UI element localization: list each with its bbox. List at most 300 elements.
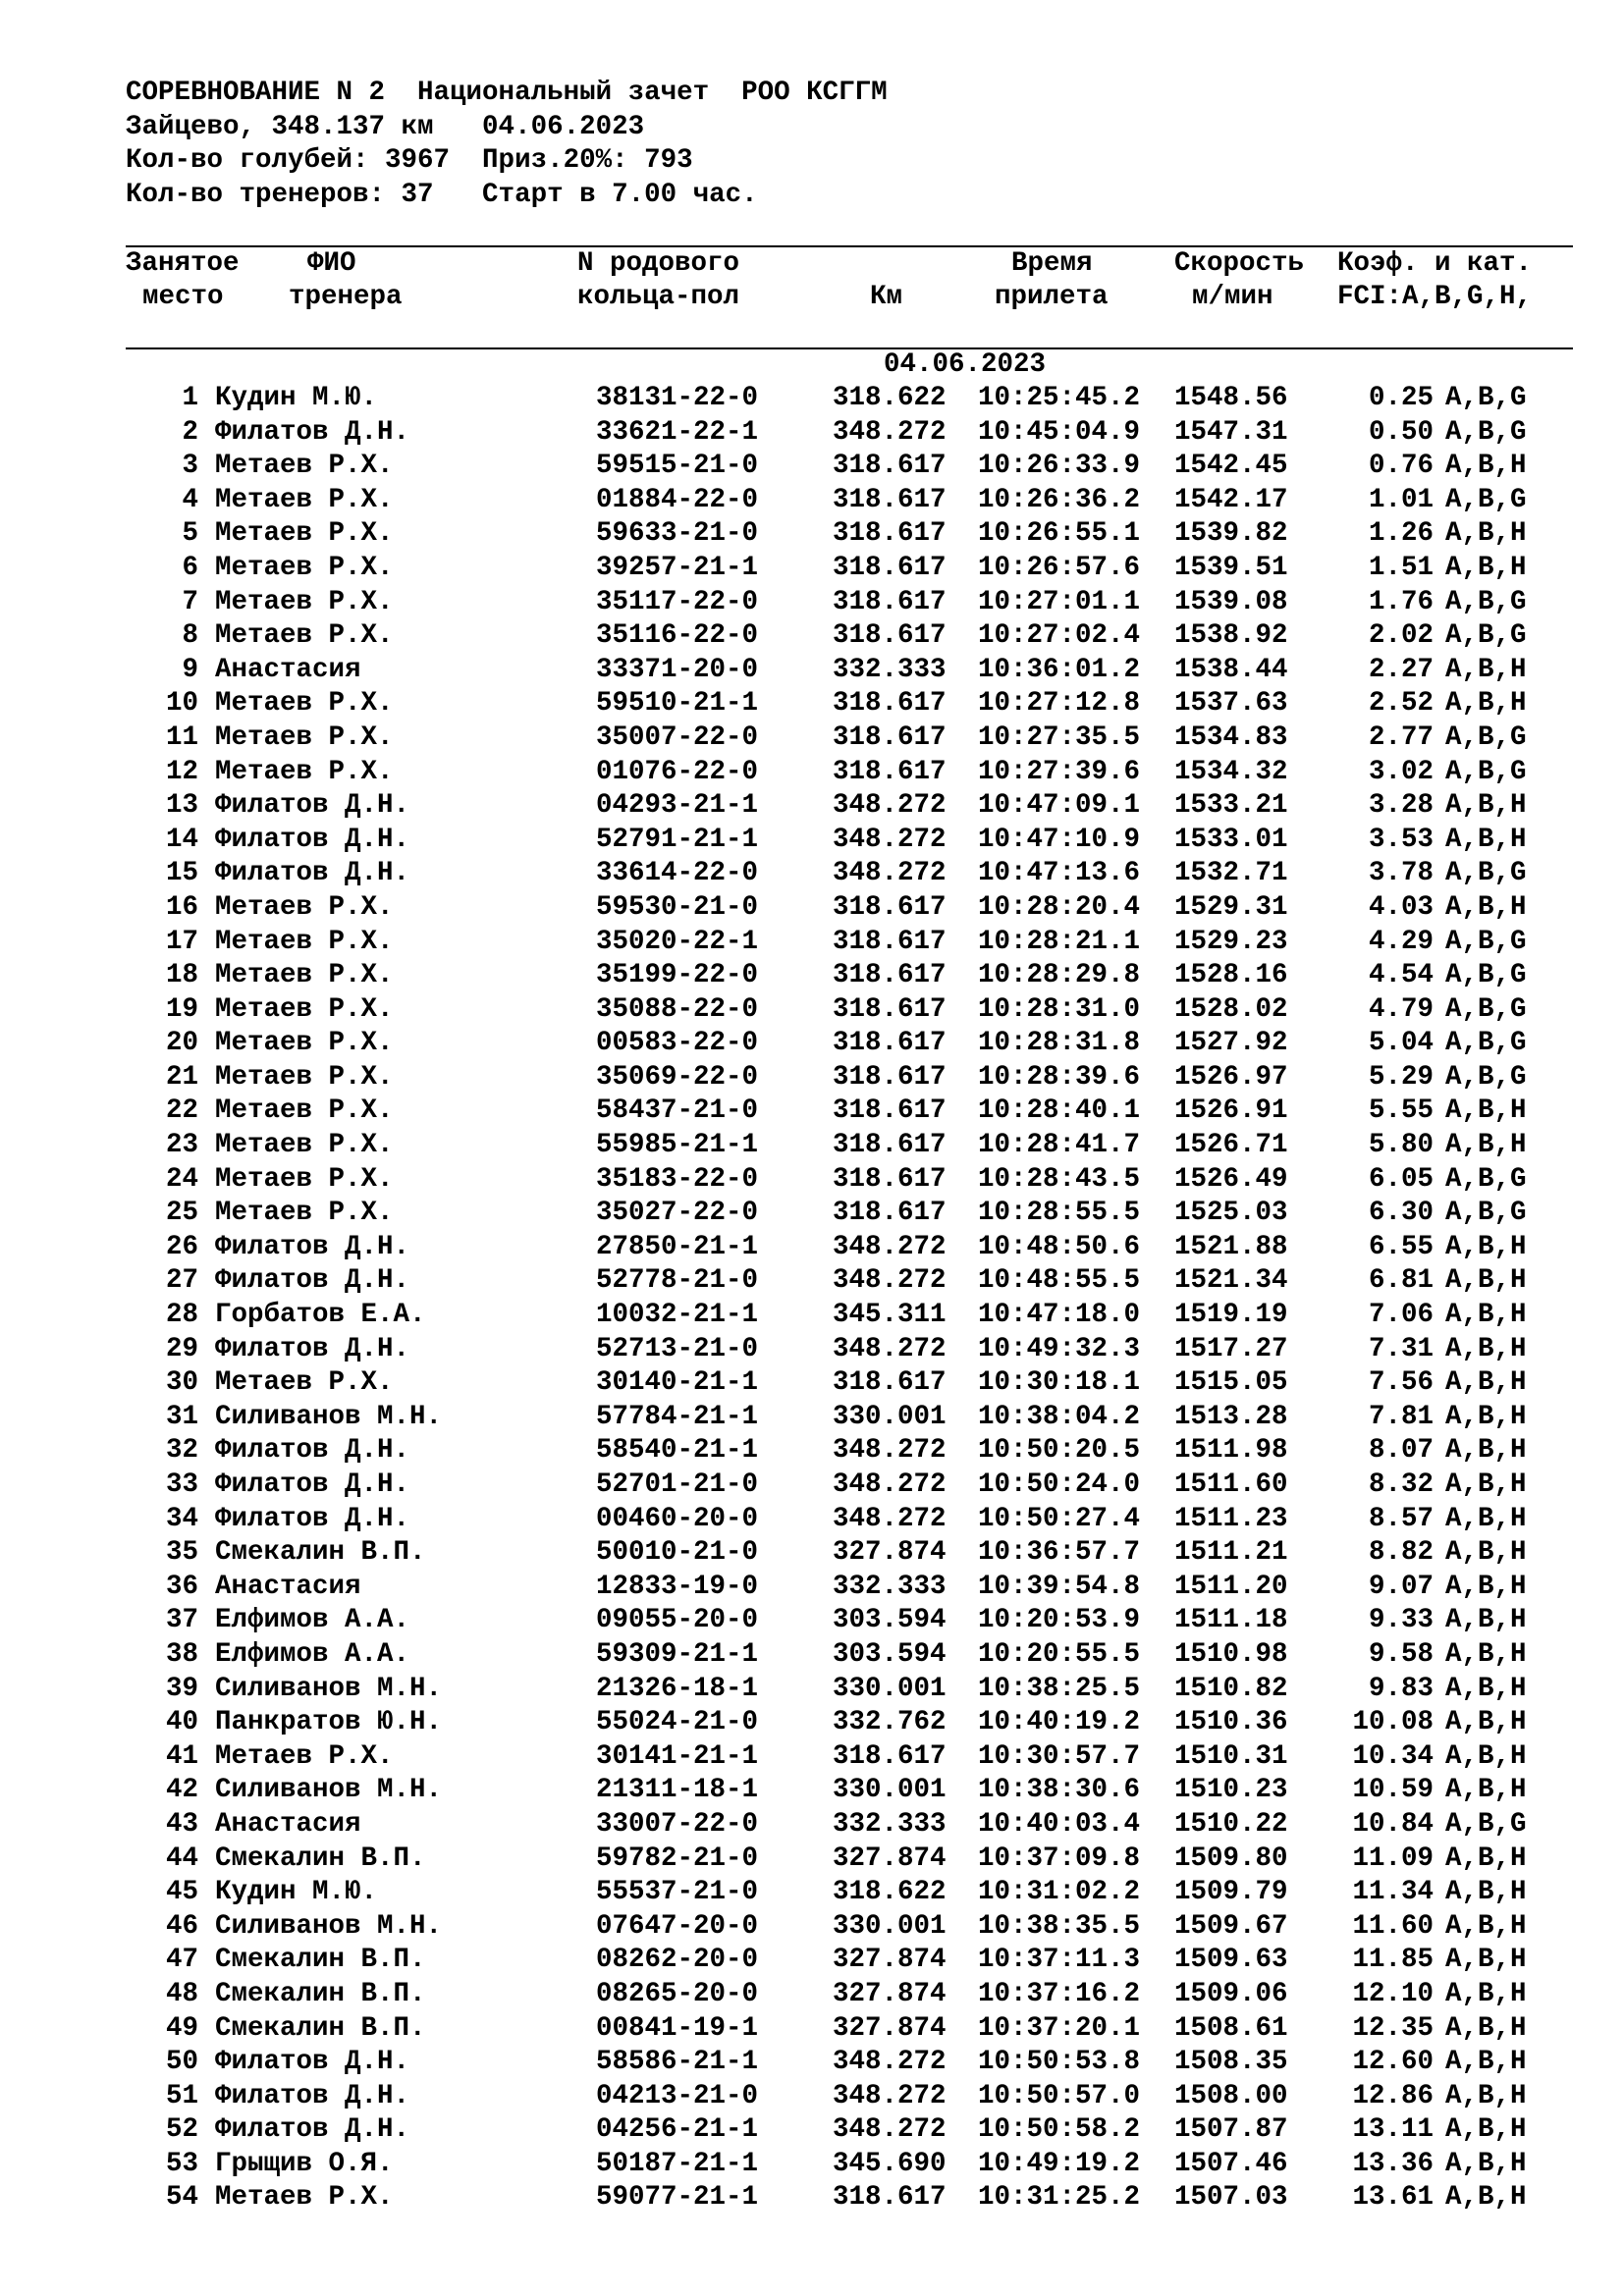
arrival-time-cell: 10:50:24.0	[978, 1469, 1141, 1500]
distance-cell: 332.333	[833, 654, 947, 685]
place-cell: 48	[165, 1978, 198, 2009]
ring-number-cell: 12833-19-0	[596, 1571, 759, 1602]
ring-number-cell: 55537-21-0	[596, 1877, 759, 1908]
coefficient-cell: 3.02	[1368, 756, 1434, 787]
category-cell: A,B,H	[1445, 2114, 1527, 2146]
place-cell: 25	[165, 1198, 198, 1229]
speed-cell: 1532.71	[1174, 858, 1288, 889]
coefficient-cell: 8.57	[1368, 1503, 1434, 1534]
ring-number-cell: 07647-20-0	[596, 1910, 759, 1942]
speed-cell: 1548.56	[1174, 383, 1288, 413]
trainer-name-cell: Метаев Р.Х.	[215, 484, 394, 515]
coefficient-cell: 12.10	[1352, 1978, 1434, 2009]
ring-number-cell: 59077-21-1	[596, 2182, 759, 2214]
trainer-name-cell: Смекалин В.П.	[215, 1537, 426, 1569]
speed-cell: 1511.98	[1174, 1435, 1288, 1467]
trainer-name-cell: Метаев Р.Х.	[215, 586, 394, 617]
speed-cell: 1529.23	[1174, 926, 1288, 957]
coefficient-cell: 10.34	[1352, 1740, 1434, 1772]
place-cell: 41	[165, 1740, 198, 1772]
trainer-name-cell: Силиванов М.Н.	[215, 1673, 443, 1704]
trainer-name-cell: Метаев Р.Х.	[215, 1061, 394, 1093]
place-cell: 32	[165, 1435, 198, 1467]
arrival-time-cell: 10:39:54.8	[978, 1571, 1141, 1602]
distance-cell: 303.594	[833, 1638, 947, 1670]
table-row	[0, 721, 1624, 756]
speed-cell: 1509.06	[1174, 1978, 1288, 2009]
coefficient-cell: 1.01	[1368, 484, 1434, 515]
table-row	[0, 1808, 1624, 1842]
speed-cell: 1517.27	[1174, 1333, 1288, 1364]
arrival-time-cell: 10:36:01.2	[978, 654, 1141, 685]
trainer-name-cell: Смекалин В.П.	[215, 1945, 426, 1976]
place-cell: 3	[182, 451, 198, 482]
table-row	[0, 1231, 1624, 1265]
distance-cell: 348.272	[833, 1231, 947, 1262]
speed-cell: 1534.83	[1174, 721, 1288, 753]
place-cell: 31	[165, 1401, 198, 1432]
distance-cell: 318.617	[833, 1095, 947, 1127]
category-cell: A,B,H	[1445, 2148, 1527, 2179]
category-cell: A,B,H	[1445, 1707, 1527, 1738]
distance-cell: 318.622	[833, 1877, 947, 1908]
trainer-name-cell: Филатов Д.Н.	[215, 1435, 410, 1467]
trainer-name-cell: Метаев Р.Х.	[215, 891, 394, 923]
place-cell: 22	[165, 1095, 198, 1127]
place-cell: 19	[165, 993, 198, 1025]
category-cell: A,B,H	[1445, 1503, 1527, 1534]
arrival-time-cell: 10:50:27.4	[978, 1503, 1141, 1534]
table-row	[0, 1842, 1624, 1877]
place-cell: 40	[165, 1707, 198, 1738]
trainer-name-cell: Метаев Р.Х.	[215, 451, 394, 482]
speed-cell: 1507.03	[1174, 2182, 1288, 2214]
category-cell: A,B,H	[1445, 1435, 1527, 1467]
speed-cell: 1510.82	[1174, 1673, 1288, 1704]
distance-cell: 318.617	[833, 891, 947, 923]
ring-number-cell: 58437-21-0	[596, 1095, 759, 1127]
arrival-time-cell: 10:26:36.2	[978, 484, 1141, 515]
distance-cell: 327.874	[833, 1842, 947, 1874]
arrival-time-cell: 10:47:09.1	[978, 790, 1141, 822]
coefficient-cell: 0.25	[1368, 383, 1434, 413]
trainer-name-cell: Силиванов М.Н.	[215, 1910, 443, 1942]
distance-cell: 318.617	[833, 518, 947, 550]
place-cell: 26	[165, 1231, 198, 1262]
speed-cell: 1509.67	[1174, 1910, 1288, 1942]
distance-cell: 330.001	[833, 1910, 947, 1942]
table-row	[0, 1061, 1624, 1095]
arrival-time-cell: 10:45:04.9	[978, 416, 1141, 448]
trainer-name-cell: Метаев Р.Х.	[215, 721, 394, 753]
speed-cell: 1539.51	[1174, 552, 1288, 583]
header-line-3: Кол-во голубей: 3967 Приз.20%: 793	[126, 145, 693, 176]
ring-number-cell: 30140-21-1	[596, 1367, 759, 1399]
place-cell: 27	[165, 1265, 198, 1297]
table-row	[0, 1299, 1624, 1333]
place-cell: 29	[165, 1333, 198, 1364]
category-cell: A,B,G	[1445, 1198, 1527, 1229]
distance-cell: 332.333	[833, 1571, 947, 1602]
speed-cell: 1534.32	[1174, 756, 1288, 787]
coefficient-cell: 6.55	[1368, 1231, 1434, 1262]
category-cell: A,B,H	[1445, 1877, 1527, 1908]
ring-number-cell: 30141-21-1	[596, 1740, 759, 1772]
arrival-time-cell: 10:50:20.5	[978, 1435, 1141, 1467]
ring-number-cell: 33371-20-0	[596, 654, 759, 685]
coefficient-cell: 4.03	[1368, 891, 1434, 923]
category-cell: A,B,G	[1445, 416, 1527, 448]
coefficient-cell: 2.27	[1368, 654, 1434, 685]
table-row	[0, 1536, 1624, 1571]
ring-number-cell: 35116-22-0	[596, 620, 759, 652]
speed-cell: 1510.23	[1174, 1775, 1288, 1806]
place-cell: 12	[165, 756, 198, 787]
coefficient-cell: 8.07	[1368, 1435, 1434, 1467]
speed-cell: 1529.31	[1174, 891, 1288, 923]
arrival-time-cell: 10:20:55.5	[978, 1638, 1141, 1670]
speed-cell: 1508.61	[1174, 2012, 1288, 2044]
ring-number-cell: 35183-22-0	[596, 1163, 759, 1195]
place-cell: 46	[165, 1910, 198, 1942]
trainer-name-cell: Кудин М.Ю.	[215, 1877, 378, 1908]
distance-cell: 318.617	[833, 586, 947, 617]
place-cell: 6	[182, 552, 198, 583]
category-cell: A,B,H	[1445, 1605, 1527, 1636]
arrival-time-cell: 10:25:45.2	[978, 383, 1141, 413]
table-row	[0, 1333, 1624, 1367]
table-row	[0, 1944, 1624, 1978]
category-cell: A,B,H	[1445, 2080, 1527, 2111]
place-cell: 47	[165, 1945, 198, 1976]
coefficient-cell: 0.76	[1368, 451, 1434, 482]
place-cell: 11	[165, 721, 198, 753]
arrival-time-cell: 10:28:21.1	[978, 926, 1141, 957]
table-row	[0, 1774, 1624, 1808]
arrival-time-cell: 10:38:30.6	[978, 1775, 1141, 1806]
ring-number-cell: 27850-21-1	[596, 1231, 759, 1262]
table-row	[0, 2113, 1624, 2148]
speed-cell: 1509.80	[1174, 1842, 1288, 1874]
place-cell: 43	[165, 1808, 198, 1840]
arrival-time-cell: 10:28:31.8	[978, 1028, 1141, 1059]
arrival-time-cell: 10:27:02.4	[978, 620, 1141, 652]
col-time-header-2: прилета	[995, 282, 1109, 312]
distance-cell: 318.617	[833, 1740, 947, 1772]
arrival-time-cell: 10:28:29.8	[978, 960, 1141, 991]
distance-cell: 348.272	[833, 1333, 947, 1364]
category-cell: A,B,G	[1445, 1028, 1527, 1059]
place-cell: 39	[165, 1673, 198, 1704]
category-cell: A,B,H	[1445, 824, 1527, 855]
place-cell: 33	[165, 1469, 198, 1500]
ring-number-cell: 39257-21-1	[596, 552, 759, 583]
category-cell: A,B,H	[1445, 1978, 1527, 2009]
coefficient-cell: 0.50	[1368, 416, 1434, 448]
speed-cell: 1519.19	[1174, 1300, 1288, 1331]
header-line-2: Зайцево, 348.137 км 04.06.2023	[126, 111, 645, 142]
distance-cell: 348.272	[833, 2047, 947, 2078]
table-row	[0, 1638, 1624, 1673]
category-cell: A,B,H	[1445, 451, 1527, 482]
place-cell: 20	[165, 1028, 198, 1059]
coefficient-cell: 8.82	[1368, 1537, 1434, 1569]
coefficient-cell: 11.85	[1352, 1945, 1434, 1976]
arrival-time-cell: 10:28:20.4	[978, 891, 1141, 923]
speed-cell: 1510.22	[1174, 1808, 1288, 1840]
trainer-name-cell: Силиванов М.Н.	[215, 1775, 443, 1806]
table-row	[0, 552, 1624, 586]
table-row	[0, 2080, 1624, 2114]
col-ring-header-2: кольца-пол	[577, 282, 740, 312]
trainer-name-cell: Метаев Р.Х.	[215, 1198, 394, 1229]
ring-number-cell: 33614-22-0	[596, 858, 759, 889]
place-cell: 53	[165, 2148, 198, 2179]
arrival-time-cell: 10:28:43.5	[978, 1163, 1141, 1195]
header-line-1: СОРЕВНОВАНИЕ N 2 Национальный зачет РОО КСГГМ	[126, 78, 888, 108]
distance-cell: 318.617	[833, 451, 947, 482]
table-row	[0, 654, 1624, 688]
place-cell: 15	[165, 858, 198, 889]
ring-number-cell: 59515-21-0	[596, 451, 759, 482]
coefficient-cell: 4.29	[1368, 926, 1434, 957]
coefficient-cell: 7.56	[1368, 1367, 1434, 1399]
speed-cell: 1526.97	[1174, 1061, 1288, 1093]
arrival-time-cell: 10:37:09.8	[978, 1842, 1141, 1874]
table-row	[0, 1434, 1624, 1468]
trainer-name-cell: Филатов Д.Н.	[215, 2114, 410, 2146]
place-cell: 7	[182, 586, 198, 617]
distance-cell: 332.333	[833, 1808, 947, 1840]
arrival-time-cell: 10:50:53.8	[978, 2047, 1141, 2078]
category-cell: A,B,H	[1445, 1673, 1527, 1704]
ring-number-cell: 04256-21-1	[596, 2114, 759, 2146]
speed-cell: 1533.01	[1174, 824, 1288, 855]
ring-number-cell: 04293-21-1	[596, 790, 759, 822]
place-cell: 10	[165, 688, 198, 720]
distance-cell: 348.272	[833, 1469, 947, 1500]
distance-cell: 330.001	[833, 1673, 947, 1704]
distance-cell: 348.272	[833, 2114, 947, 2146]
speed-cell: 1528.02	[1174, 993, 1288, 1025]
trainer-name-cell: Филатов Д.Н.	[215, 2047, 410, 2078]
place-cell: 36	[165, 1571, 198, 1602]
ring-number-cell: 01884-22-0	[596, 484, 759, 515]
distance-cell: 348.272	[833, 858, 947, 889]
arrival-time-cell: 10:28:31.0	[978, 993, 1141, 1025]
place-cell: 34	[165, 1503, 198, 1534]
arrival-time-cell: 10:26:33.9	[978, 451, 1141, 482]
place-cell: 45	[165, 1877, 198, 1908]
arrival-time-cell: 10:37:20.1	[978, 2012, 1141, 2044]
ring-number-cell: 35199-22-0	[596, 960, 759, 991]
table-row	[0, 1366, 1624, 1401]
place-cell: 52	[165, 2114, 198, 2146]
table-row	[0, 756, 1624, 790]
place-cell: 49	[165, 2012, 198, 2044]
distance-cell: 318.617	[833, 1367, 947, 1399]
trainer-name-cell: Метаев Р.Х.	[215, 993, 394, 1025]
distance-cell: 318.617	[833, 620, 947, 652]
category-cell: A,B,H	[1445, 1945, 1527, 1976]
table-row	[0, 687, 1624, 721]
speed-cell: 1511.23	[1174, 1503, 1288, 1534]
coefficient-cell: 12.35	[1352, 2012, 1434, 2044]
speed-cell: 1538.92	[1174, 620, 1288, 652]
arrival-time-cell: 10:28:39.6	[978, 1061, 1141, 1093]
category-cell: A,B,G	[1445, 484, 1527, 515]
distance-cell: 318.617	[833, 484, 947, 515]
distance-cell: 332.762	[833, 1707, 947, 1738]
table-row	[0, 1095, 1624, 1129]
category-cell: A,B,H	[1445, 1537, 1527, 1569]
report-header	[126, 77, 888, 212]
ring-number-cell: 00583-22-0	[596, 1028, 759, 1059]
distance-cell: 318.617	[833, 1130, 947, 1161]
trainer-name-cell: Метаев Р.Х.	[215, 1028, 394, 1059]
place-cell: 23	[165, 1130, 198, 1161]
col-name-header-1: ФИО	[307, 248, 356, 279]
category-cell: A,B,G	[1445, 383, 1527, 413]
trainer-name-cell: Метаев Р.Х.	[215, 1163, 394, 1195]
arrival-time-cell: 10:30:57.7	[978, 1740, 1141, 1772]
distance-cell: 348.272	[833, 1503, 947, 1534]
distance-cell: 348.272	[833, 1265, 947, 1297]
arrival-time-cell: 10:31:25.2	[978, 2182, 1141, 2214]
arrival-time-cell: 10:47:10.9	[978, 824, 1141, 855]
distance-cell: 318.617	[833, 688, 947, 720]
table-row	[0, 1468, 1624, 1503]
table-row	[0, 824, 1624, 858]
place-cell: 42	[165, 1775, 198, 1806]
speed-cell: 1510.36	[1174, 1707, 1288, 1738]
ring-number-cell: 59633-21-0	[596, 518, 759, 550]
coefficient-cell: 2.52	[1368, 688, 1434, 720]
arrival-time-cell: 10:38:35.5	[978, 1910, 1141, 1942]
trainer-name-cell: Метаев Р.Х.	[215, 960, 394, 991]
trainer-name-cell: Метаев Р.Х.	[215, 1095, 394, 1127]
speed-cell: 1542.17	[1174, 484, 1288, 515]
table-row	[0, 2012, 1624, 2047]
table-row	[0, 517, 1624, 552]
trainer-name-cell: Метаев Р.Х.	[215, 1367, 394, 1399]
distance-cell: 303.594	[833, 1605, 947, 1636]
col-time-header-1: Время	[1011, 248, 1093, 279]
coefficient-cell: 9.07	[1368, 1571, 1434, 1602]
table-row	[0, 1910, 1624, 1945]
speed-cell: 1510.31	[1174, 1740, 1288, 1772]
trainer-name-cell: Анастасия	[215, 1808, 361, 1840]
coefficient-cell: 13.61	[1352, 2182, 1434, 2214]
ring-number-cell: 50187-21-1	[596, 2148, 759, 2179]
distance-cell: 318.617	[833, 1163, 947, 1195]
category-cell: A,B,G	[1445, 993, 1527, 1025]
results-table	[0, 382, 1624, 2216]
place-cell: 18	[165, 960, 198, 991]
coefficient-cell: 8.32	[1368, 1469, 1434, 1500]
coefficient-cell: 10.84	[1352, 1808, 1434, 1840]
distance-cell: 345.690	[833, 2148, 947, 2179]
ring-number-cell: 21311-18-1	[596, 1775, 759, 1806]
trainer-name-cell: Метаев Р.Х.	[215, 688, 394, 720]
category-cell: A,B,H	[1445, 688, 1527, 720]
coefficient-cell: 7.31	[1368, 1333, 1434, 1364]
speed-cell: 1526.71	[1174, 1130, 1288, 1161]
trainer-name-cell: Филатов Д.Н.	[215, 1265, 410, 1297]
coefficient-cell: 11.34	[1352, 1877, 1434, 1908]
distance-cell: 348.272	[833, 2080, 947, 2111]
table-row	[0, 959, 1624, 993]
trainer-name-cell: Филатов Д.Н.	[215, 1231, 410, 1262]
col-speed-header-1: Скорость	[1174, 248, 1305, 279]
speed-cell: 1525.03	[1174, 1198, 1288, 1229]
category-cell: A,B,G	[1445, 586, 1527, 617]
table-row	[0, 2046, 1624, 2080]
ring-number-cell: 01076-22-0	[596, 756, 759, 787]
coefficient-cell: 12.60	[1352, 2047, 1434, 2078]
trainer-name-cell: Филатов Д.Н.	[215, 2080, 410, 2111]
distance-cell: 348.272	[833, 416, 947, 448]
category-cell: A,B,H	[1445, 1469, 1527, 1500]
speed-cell: 1513.28	[1174, 1401, 1288, 1432]
trainer-name-cell: Метаев Р.Х.	[215, 620, 394, 652]
place-cell: 14	[165, 824, 198, 855]
place-cell: 5	[182, 518, 198, 550]
category-cell: A,B,H	[1445, 1265, 1527, 1297]
category-cell: A,B,G	[1445, 1061, 1527, 1093]
arrival-time-cell: 10:20:53.9	[978, 1605, 1141, 1636]
table-row	[0, 857, 1624, 891]
distance-cell: 318.617	[833, 552, 947, 583]
category-cell: A,B,H	[1445, 654, 1527, 685]
category-cell: A,B,H	[1445, 790, 1527, 822]
speed-cell: 1509.79	[1174, 1877, 1288, 1908]
coefficient-cell: 7.81	[1368, 1401, 1434, 1432]
trainer-name-cell: Метаев Р.Х.	[215, 518, 394, 550]
place-cell: 9	[182, 654, 198, 685]
arrival-time-cell: 10:27:35.5	[978, 721, 1141, 753]
ring-number-cell: 50010-21-0	[596, 1537, 759, 1569]
category-cell: A,B,H	[1445, 518, 1527, 550]
distance-cell: 318.617	[833, 1061, 947, 1093]
coefficient-cell: 9.83	[1368, 1673, 1434, 1704]
ring-number-cell: 38131-22-0	[596, 383, 759, 413]
coefficient-cell: 1.51	[1368, 552, 1434, 583]
coefficient-cell: 13.11	[1352, 2114, 1434, 2146]
distance-cell: 327.874	[833, 1978, 947, 2009]
arrival-time-cell: 10:26:55.1	[978, 518, 1141, 550]
category-cell: A,B,H	[1445, 1910, 1527, 1942]
speed-cell: 1547.31	[1174, 416, 1288, 448]
ring-number-cell: 33007-22-0	[596, 1808, 759, 1840]
distance-cell: 348.272	[833, 824, 947, 855]
coefficient-cell: 5.29	[1368, 1061, 1434, 1093]
coefficient-cell: 9.58	[1368, 1638, 1434, 1670]
arrival-time-cell: 10:37:16.2	[978, 1978, 1141, 2009]
category-cell: A,B,H	[1445, 1231, 1527, 1262]
speed-cell: 1508.35	[1174, 2047, 1288, 2078]
distance-cell: 318.622	[833, 383, 947, 413]
coefficient-cell: 4.79	[1368, 993, 1434, 1025]
ring-number-cell: 00460-20-0	[596, 1503, 759, 1534]
place-cell: 24	[165, 1163, 198, 1195]
ring-number-cell: 58540-21-1	[596, 1435, 759, 1467]
coefficient-cell: 6.81	[1368, 1265, 1434, 1297]
speed-cell: 1515.05	[1174, 1367, 1288, 1399]
coefficient-cell: 2.77	[1368, 721, 1434, 753]
coefficient-cell: 2.02	[1368, 620, 1434, 652]
arrival-time-cell: 10:37:11.3	[978, 1945, 1141, 1976]
